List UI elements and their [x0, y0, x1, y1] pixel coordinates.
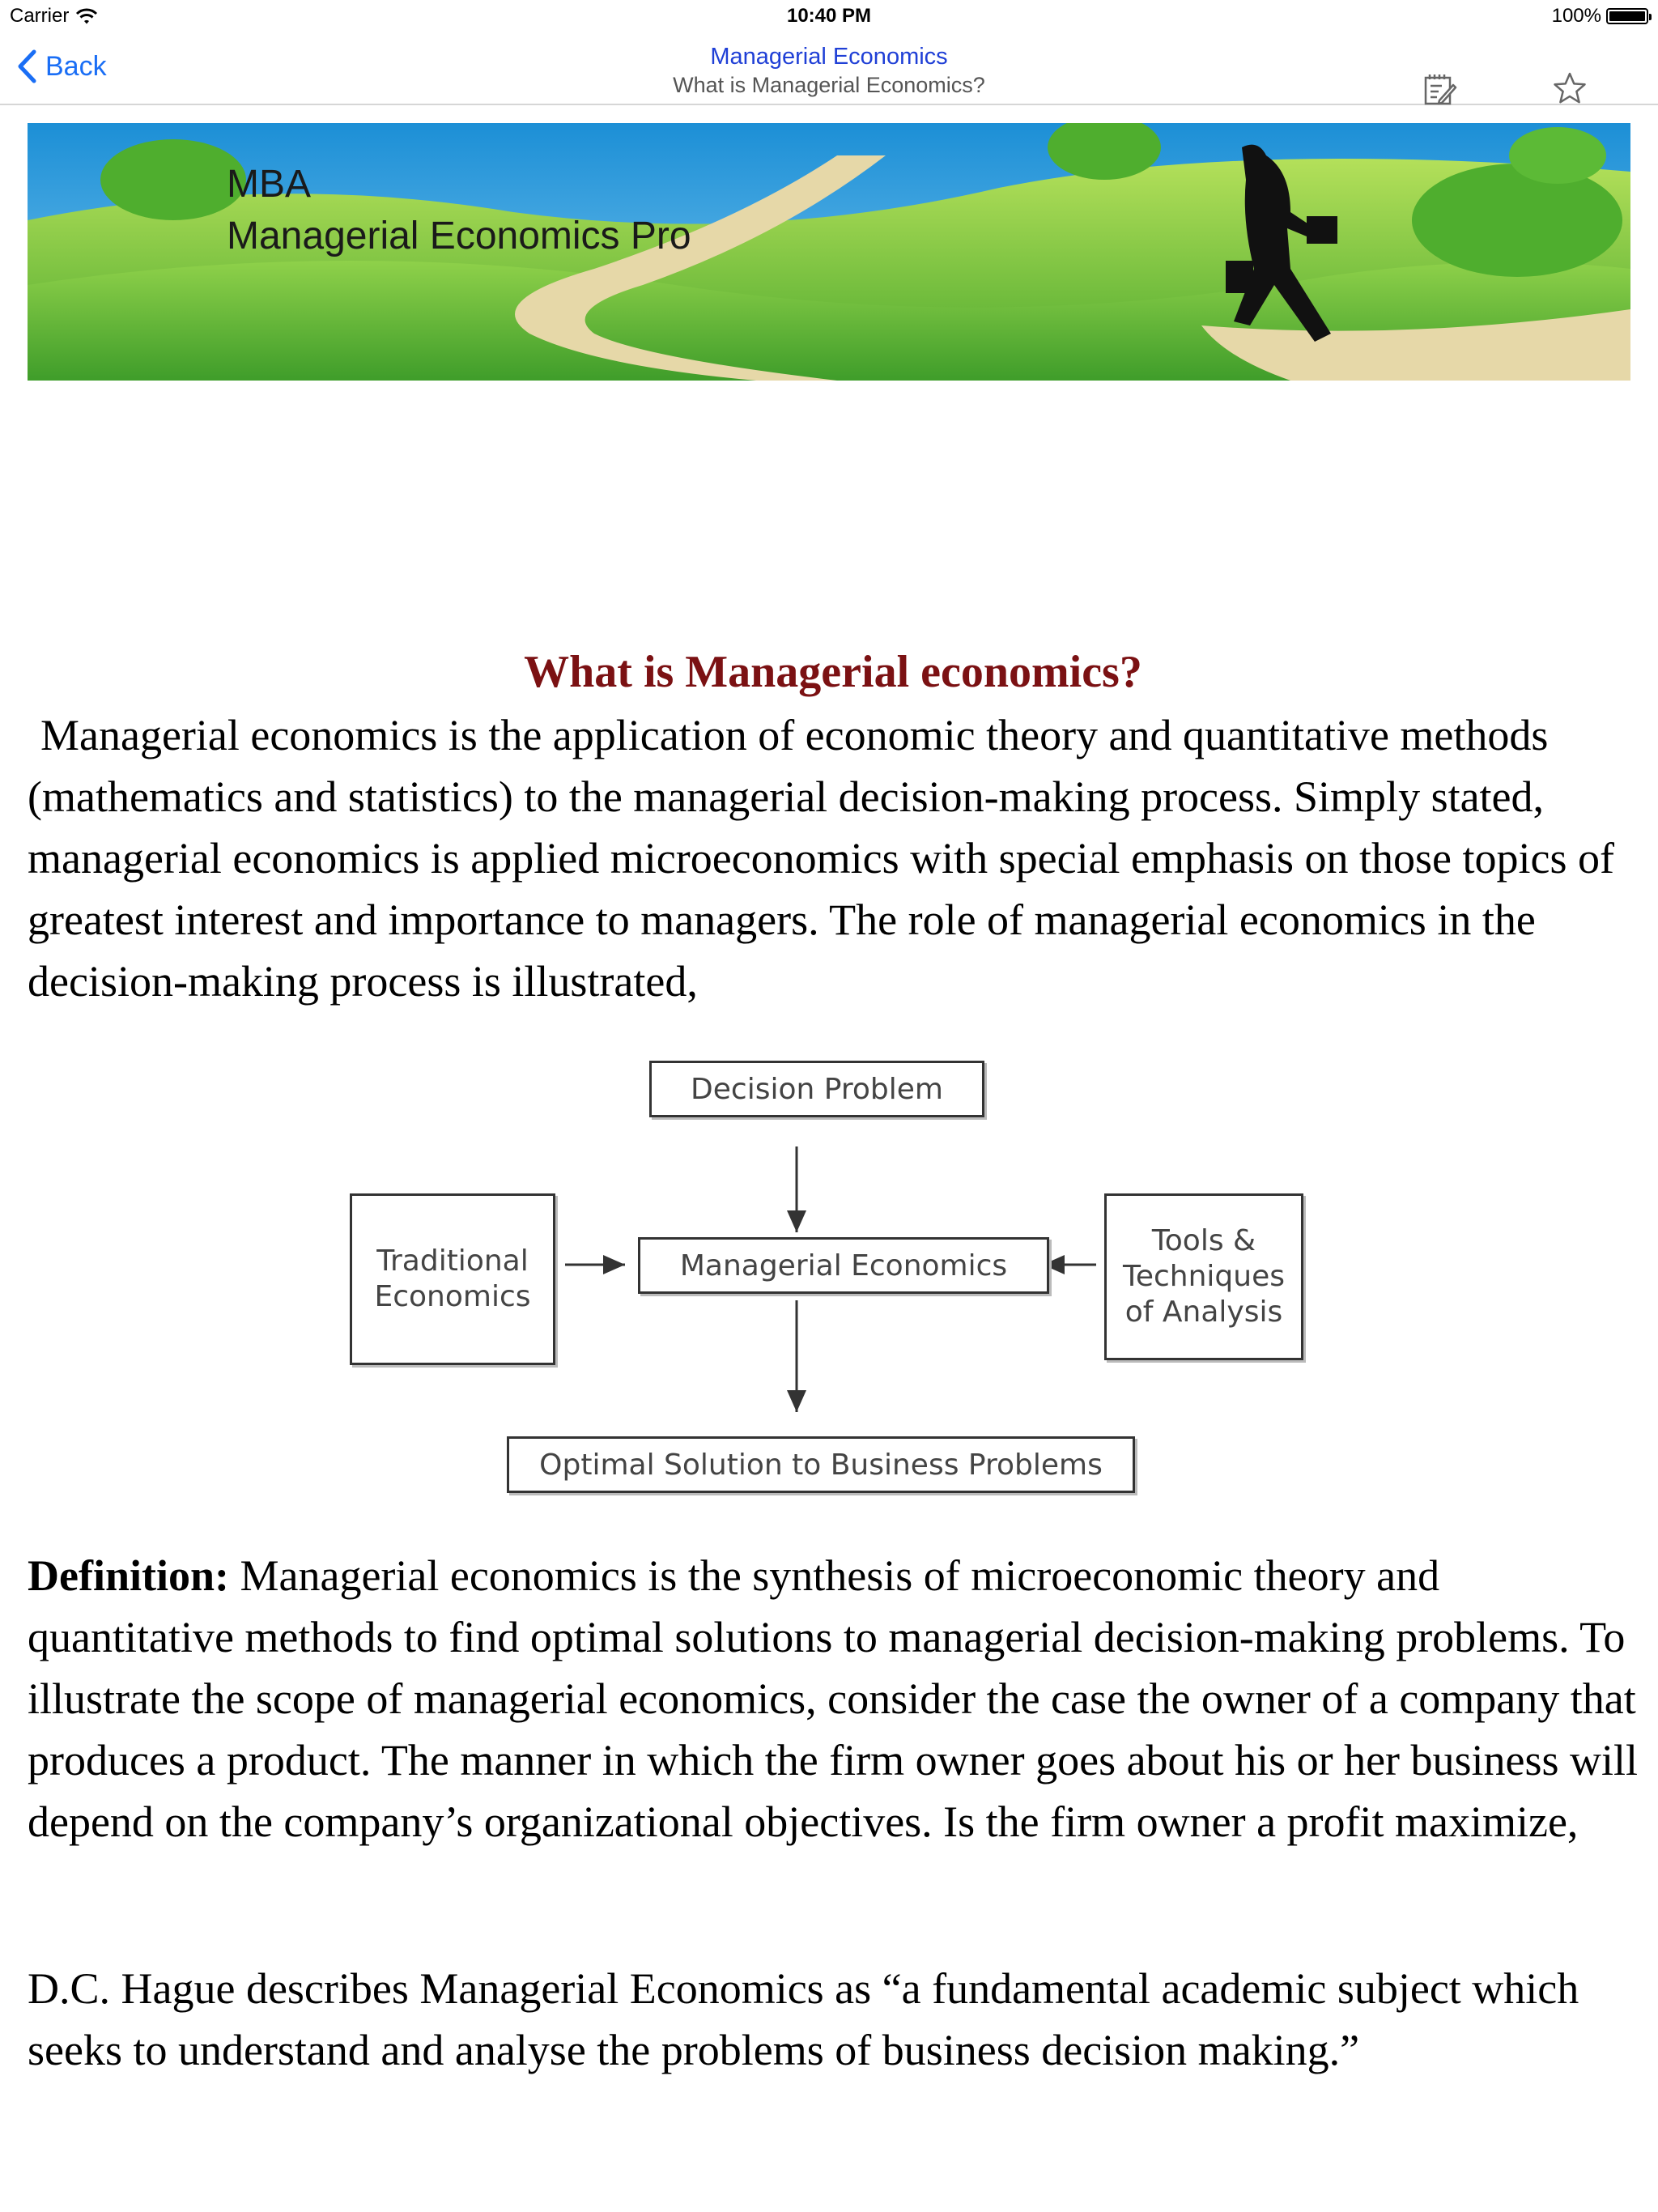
definition-paragraph	[28, 1545, 1639, 1853]
clock: 10:40 PM	[786, 5, 872, 27]
definition-label: Definition:	[28, 1551, 229, 1600]
battery-indicator	[1552, 5, 1648, 28]
managerial-economics-box: Managerial Economics	[638, 1237, 1049, 1294]
carrier-label: Carrier	[10, 5, 70, 27]
banner-title	[227, 159, 691, 262]
banner-line-1: MBA	[227, 163, 312, 206]
battery-percent: 100%	[1551, 5, 1601, 27]
app-banner	[28, 123, 1630, 381]
process-diagram	[324, 1053, 1328, 1506]
banner-line-2: Managerial Economics Pro	[227, 215, 691, 257]
nav-title-block	[0, 42, 1658, 99]
article-heading: What is Managerial economics?	[524, 647, 1142, 697]
definition-text: Managerial economics is the synthesis of microeconomic theory and quantitative methods to find optimal solutions to managerial decision-making problems. To illustrate the scope of managerial economics, consider the case the owner of a company that produces a product. The manner in which the firm owner goes about his or her business will depend on the company’s organizational objectives. Is the firm owner a profit maximize,	[28, 1551, 1639, 1846]
article-intro: Managerial economics is the application of economic theory and quantitative methods (mathematics and statistics) to the managerial decision-making process. Simply stated, managerial economics is applied microeconomics with special emphasis on those topics of greatest interest and importance to managers. The role of managerial economics in the decision-making process is illustrated,	[28, 711, 1614, 1006]
traditional-economics-box: Traditional Economics	[350, 1193, 555, 1365]
navigation-bar	[0, 32, 1658, 105]
back-label: Back	[45, 50, 107, 82]
decision-problem-box: Decision Problem	[649, 1061, 984, 1117]
notes-edit-icon[interactable]	[1423, 71, 1457, 111]
optimal-solution-box: Optimal Solution to Business Problems	[507, 1436, 1135, 1493]
star-icon[interactable]	[1553, 71, 1587, 109]
article	[28, 640, 1639, 1012]
nav-subtitle: What is Managerial Economics?	[673, 73, 985, 97]
hague-quote-paragraph: D.C. Hague describes Managerial Economics as “a fundamental academic subject which seeks to understand and analyse the problems of business decision making.”	[28, 1964, 1579, 2074]
battery-icon	[1606, 8, 1648, 24]
tools-techniques-box: Tools & Techniques of Analysis	[1104, 1193, 1303, 1360]
status-bar	[0, 0, 1658, 32]
nav-title: Managerial Economics	[710, 44, 948, 70]
